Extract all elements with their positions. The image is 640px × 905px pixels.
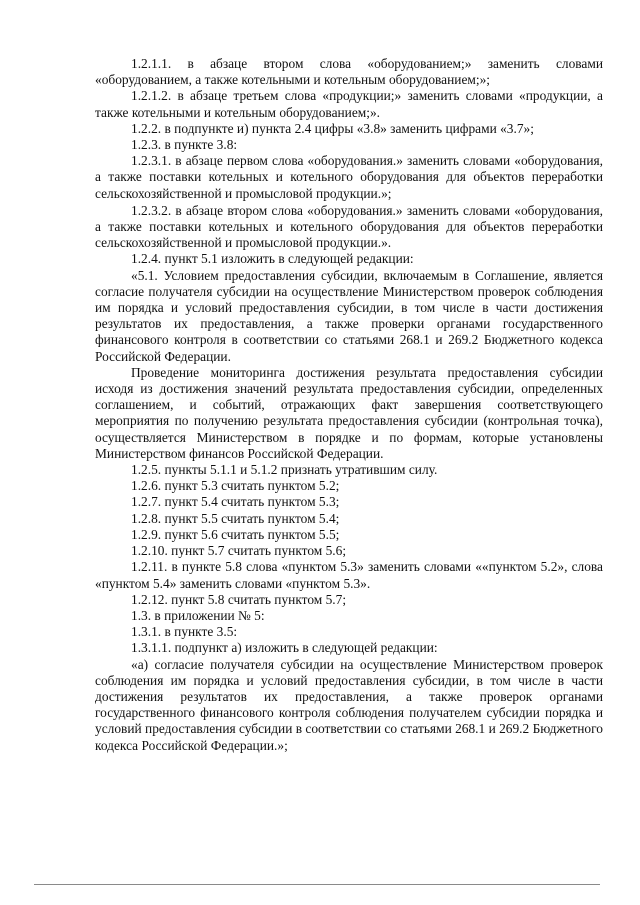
paragraph-1-2-9: 1.2.9. пункт 5.6 считать пунктом 5.5; xyxy=(131,526,340,542)
monitoring-paragraph: Проведение мониторинга достижения результата предоставления субсидии исходя из достижения значений результата предоставления субсидии, определенных соглашением, и событий, отражающих факт завершения соответствующего мероприятия по получению результата предоставления субсидии (контрольная точка), осуществляется Министерством в порядке и по формам, которые установлены Министерством финансов Российской Федерации. xyxy=(95,364,603,461)
document-body xyxy=(95,56,603,754)
paragraph-1-2-3: 1.2.3. в пункте 3.8: xyxy=(131,137,238,153)
paragraph-1-2-4: 1.2.4. пункт 5.1 изложить в следующей редакции: xyxy=(131,251,414,267)
paragraph-1-2-3-1: 1.2.3.1. в абзаце первом слова «оборудования.» заменить словами «оборудования, а также поставки котельных и котельного оборудования для объектов переработки сельскохозяйственной и промысловой продукции.»; xyxy=(95,153,603,201)
paragraph-1-2-11: 1.2.11. в пункте 5.8 слова «пунктом 5.3» заменить словами ««пунктом 5.2», слова «пунктом 5.4» заменить словами «пунктом 5.3». xyxy=(95,559,603,591)
paragraph-1-3: 1.3. в приложении № 5: xyxy=(131,607,265,623)
paragraph-1-3-1-1: 1.3.1.1. подпункт а) изложить в следующей редакции: xyxy=(131,640,438,656)
paragraph-1-2-7: 1.2.7. пункт 5.4 считать пунктом 5.3; xyxy=(131,494,340,510)
paragraph-1-3-1: 1.3.1. в пункте 3.5: xyxy=(131,624,238,640)
paragraph-1-2-1-1: 1.2.1.1. в абзаце втором слова «оборудованием;» заменить словами «оборудованием, а также котельными и котельным оборудованием;»; xyxy=(95,56,603,88)
footer-divider xyxy=(34,884,600,885)
paragraph-1-2-3-2: 1.2.3.2. в абзаце втором слова «оборудования.» заменить словами «оборудования, а также поставки котельных и котельного оборудования для объектов переработки сельскохозяйственной и промысловой продукции.». xyxy=(95,202,603,251)
paragraph-1-2-8: 1.2.8. пункт 5.5 считать пунктом 5.4; xyxy=(131,510,340,526)
paragraph-1-2-12: 1.2.12. пункт 5.8 считать пунктом 5.7; xyxy=(131,591,347,607)
quoted-paragraph-5-1: «5.1. Условием предоставления субсидии, включаемым в Соглашение, является согласие получателя субсидии на осуществление Министерством проверок соблюдения им порядка и условий предоставления субсидии, в том числе в части достижения результатов их предоставления, а также проверки органами государственного финансового контроля в соответствии со статьями 268.1 и 269.2 Бюджетного кодекса Российской Федерации. xyxy=(95,267,603,364)
paragraph-1-2-5: 1.2.5. пункты 5.1.1 и 5.1.2 признать утратившим силу. xyxy=(131,462,438,478)
paragraph-1-2-10: 1.2.10. пункт 5.7 считать пунктом 5.6; xyxy=(131,543,347,559)
quoted-subparagraph-a: «а) согласие получателя субсидии на осуществление Министерством проверок соблюдения им порядка и условий предоставления субсидии, в том числе в части достижения результатов их предоставления, а также проверок органами государственного финансового контроля соблюдения получателем субсидии порядка и условий предоставления субсидии в соответствии со статьями 268.1 и 269.2 Бюджетного кодекса Российской Федерации.»; xyxy=(95,656,603,753)
paragraph-1-2-6: 1.2.6. пункт 5.3 считать пунктом 5.2; xyxy=(131,478,340,494)
paragraph-1-2-2: 1.2.2. в подпункте и) пункта 2.4 цифры «3.8» заменить цифрами «3.7»; xyxy=(131,120,534,136)
paragraph-1-2-1-2: 1.2.1.2. в абзаце третьем слова «продукции;» заменить словами «продукции, а также котельными и котельным оборудованием;». xyxy=(95,88,603,120)
